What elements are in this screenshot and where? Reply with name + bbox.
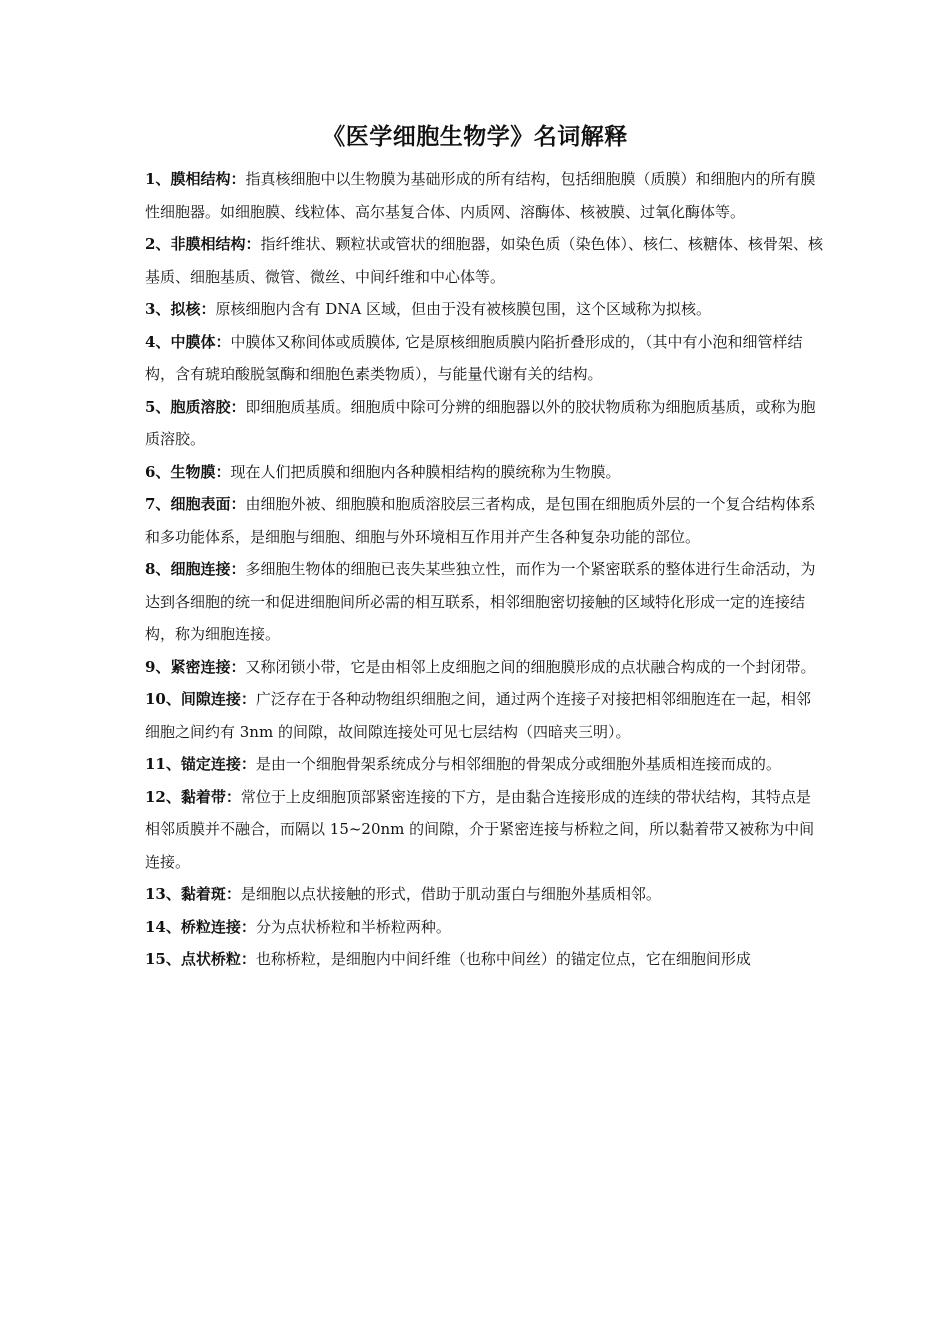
term-name: 细胞表面： <box>170 495 246 513</box>
term-number: 15、 <box>145 950 181 968</box>
term-definition: 现在人们把质膜和细胞内各种膜相结构的膜统称为生物膜。 <box>230 462 621 481</box>
term-number: 14、 <box>145 917 181 936</box>
term-name: 桥粒连接： <box>180 917 256 936</box>
term-number: 3、 <box>145 300 171 318</box>
term-number: 8、 <box>145 560 171 578</box>
term-definition: 广泛存在于各种动物组织细胞之间，通过两个连接子对接把相邻细胞连在一起，相邻细胞之间约有 3nm 的间隙，故间隙连接处可见七层结构（四暗夹三明）。 <box>145 690 811 741</box>
term-name: 非膜相结构： <box>170 235 261 253</box>
term-number: 9、 <box>145 657 171 676</box>
term-item <box>145 553 825 651</box>
term-definition: 常位于上皮细胞顶部紧密连接的下方，是由黏合连接形成的连续的带状结构，其特点是相邻质膜并不融合，而隔以 15~20nm 的间隙，介于紧密连接与桥粒之间，所以黏着带又被称为中间连接。 <box>145 787 815 871</box>
term-definition: 即细胞质基质。细胞质中除可分辨的细胞器以外的胶状物质称为细胞质基质，或称为胞质溶胶。 <box>145 397 816 448</box>
term-definition: 是由一个细胞骨架系统成分与相邻细胞的骨架成分或细胞外基质相连接而成的。 <box>255 755 781 773</box>
term-name: 膜相结构： <box>170 170 246 188</box>
term-item <box>145 391 825 456</box>
term-number: 12、 <box>145 787 181 806</box>
term-item <box>145 911 825 944</box>
term-item <box>145 748 825 781</box>
term-definition: 多细胞生物体的细胞已丧失某些独立性，而作为一个紧密联系的整体进行生命活动，为达到各细胞的统一和促进细胞间所必需的相互联系，相邻细胞密切接触的区域特化形成一定的连接结构，称为细胞连接。 <box>145 560 816 643</box>
term-name: 生物膜： <box>170 462 231 481</box>
term-item <box>145 683 825 748</box>
term-item <box>145 781 825 879</box>
term-name: 紧密连接： <box>170 657 246 676</box>
term-number: 6、 <box>145 462 171 481</box>
term-name: 间隙连接： <box>180 690 256 708</box>
term-name: 胞质溶胶： <box>170 397 246 416</box>
term-definition: 指纤维状、颗粒状或管状的细胞器，如染色质（染色体）、核仁、核糖体、核骨架、核基质、细胞基质、微管、微丝、中间纤维和中心体等。 <box>145 235 823 286</box>
term-item <box>145 943 825 976</box>
term-item <box>145 651 825 684</box>
term-name: 黏着斑： <box>180 885 241 903</box>
term-item <box>145 488 825 553</box>
term-number: 7、 <box>145 495 171 513</box>
term-number: 5、 <box>145 397 171 416</box>
term-number: 10、 <box>145 690 181 708</box>
term-definition: 由细胞外被、细胞膜和胞质溶胶层三者构成，是包围在细胞质外层的一个复合结构体系和多功能体系，是细胞与细胞、细胞与外环境相互作用并产生各种复杂功能的部位。 <box>145 495 816 546</box>
term-item <box>145 228 825 293</box>
term-name: 点状桥粒： <box>180 950 256 968</box>
term-definition: 指真核细胞中以生物膜为基础形成的所有结构，包括细胞膜（质膜）和细胞内的所有膜性细胞器。如细胞膜、线粒体、高尔基复合体、内质网、溶酶体、核被膜、过氧化酶体等。 <box>145 170 816 221</box>
term-item <box>145 163 825 228</box>
term-name: 中膜体： <box>170 332 231 351</box>
term-name: 细胞连接： <box>170 560 246 578</box>
term-name: 拟核： <box>170 300 216 318</box>
term-number: 4、 <box>145 332 171 351</box>
term-item <box>145 326 825 391</box>
term-number: 2、 <box>145 235 171 253</box>
term-definition: 也称桥粒，是细胞内中间纤维（也称中间丝）的锚定位点，它在细胞间形成 <box>255 950 751 968</box>
term-number: 13、 <box>145 885 181 903</box>
term-item <box>145 878 825 911</box>
term-definition: 中膜体又称间体或质膜体, 它是原核细胞质膜内陷折叠形成的，（其中有小泡和细管样结构，含有琥珀酸脱氢酶和细胞色素类物质），与能量代谢有关的结构。 <box>145 332 803 383</box>
term-item <box>145 293 825 326</box>
page-title: 《医学细胞生物学》名词解释 <box>322 123 628 150</box>
term-definition: 原核细胞内含有 DNA 区域，但由于没有被核膜包围，这个区域称为拟核。 <box>215 300 711 318</box>
term-number: 1、 <box>145 170 171 188</box>
term-name: 黏着带： <box>180 787 241 806</box>
term-definition: 又称闭锁小带，它是由相邻上皮细胞之间的细胞膜形成的点状融合构成的一个封闭带。 <box>245 657 816 676</box>
term-list <box>145 163 825 976</box>
term-name: 锚定连接： <box>180 755 256 773</box>
term-definition: 分为点状桥粒和半桥粒两种。 <box>255 917 451 936</box>
term-number: 11、 <box>145 755 181 773</box>
term-item <box>145 456 825 489</box>
term-definition: 是细胞以点状接触的形式，借助于肌动蛋白与细胞外基质相邻。 <box>240 885 661 903</box>
